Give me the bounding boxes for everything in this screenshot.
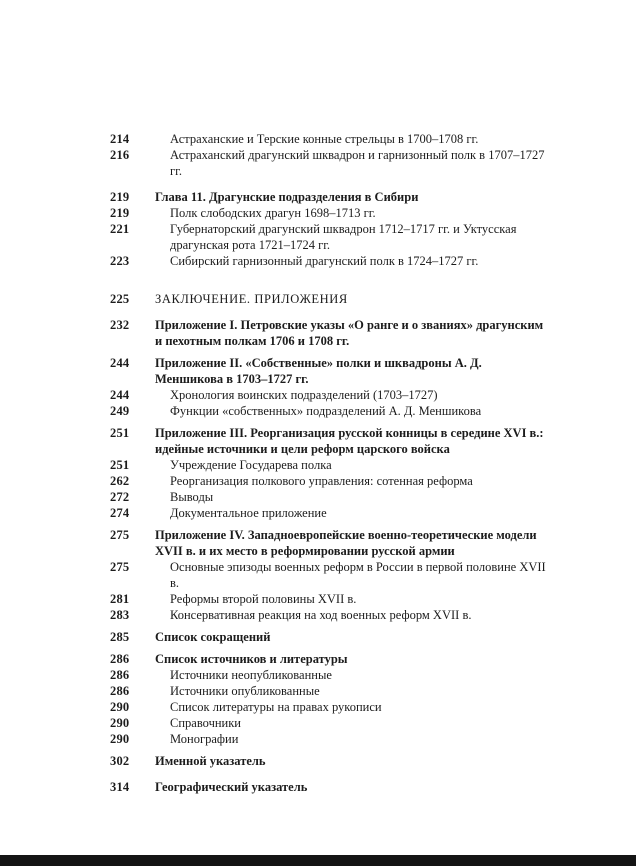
toc-page-number: 290 [110, 732, 130, 746]
toc-entry [110, 527, 552, 559]
toc-entry [110, 317, 552, 349]
toc-entry-title: Документальное приложение [170, 506, 327, 520]
toc-entry-title: Учреждение Государева полка [170, 458, 332, 472]
toc-entry [110, 607, 552, 623]
toc-page-number: 232 [110, 318, 130, 332]
toc-page-number: 223 [110, 254, 130, 268]
toc-page-number: 219 [110, 206, 130, 220]
toc-page-number: 290 [110, 716, 130, 730]
toc-entry [110, 473, 552, 489]
toc-entry [110, 355, 552, 387]
toc-page-number: 286 [110, 652, 130, 666]
toc-page-number: 275 [110, 560, 130, 574]
toc-entry-title: ЗАКЛЮЧЕНИЕ. ПРИЛОЖЕНИЯ [155, 292, 348, 306]
toc-entry-title: Губернаторский драгунский шквадрон 1712–1717 гг. и Уктусская драгунская рота 1721–1724 гг. [170, 222, 517, 252]
toc-page-number: 244 [110, 356, 130, 370]
toc-entry [110, 629, 552, 645]
toc-entry [110, 147, 552, 179]
toc-page-number: 262 [110, 474, 130, 488]
toc-entry-title: Глава 11. Драгунские подразделения в Сибири [155, 190, 419, 204]
toc-entry-title: Справочники [170, 716, 241, 730]
toc-entry-title: Астраханский драгунский шквадрон и гарнизонный полк в 1707–1727 гг. [170, 148, 545, 178]
toc-entry-title: Источники опубликованные [170, 684, 320, 698]
toc-entry [110, 699, 552, 715]
toc-page-number: 216 [110, 148, 130, 162]
toc-page-number: 286 [110, 668, 130, 682]
toc-page-number: 251 [110, 458, 130, 472]
toc-entry [110, 779, 552, 795]
toc-entry [110, 425, 552, 457]
toc-entry-title: Монографии [170, 732, 239, 746]
toc-entry [110, 591, 552, 607]
toc-entry-title: Реформы второй половины XVII в. [170, 592, 357, 606]
toc-page-number: 272 [110, 490, 130, 504]
toc-page-number: 285 [110, 630, 130, 644]
toc-entry [110, 403, 552, 419]
toc-entry-title: Список литературы на правах рукописи [170, 700, 382, 714]
toc-entry-title: Приложение II. «Собственные» полки и шквадроны А. Д. Меншикова в 1703–1727 гг. [155, 356, 482, 386]
toc-page-number: 244 [110, 388, 130, 402]
toc-entry [110, 205, 552, 221]
bottom-bar [0, 855, 636, 866]
toc-page-number: 290 [110, 700, 130, 714]
toc-page-number: 274 [110, 506, 130, 520]
toc-entry-title: Приложение III. Реорганизация русской конницы в середине XVI в.: идейные источники и цели реформ царского войска [155, 426, 544, 456]
toc-entry [110, 505, 552, 521]
toc-entry [110, 291, 552, 307]
toc-entry-title: Реорганизация полкового управления: сотенная реформа [170, 474, 473, 488]
toc-entry [110, 221, 552, 253]
toc-entry-title: Консервативная реакция на ход военных реформ XVII в. [170, 608, 472, 622]
toc-entry-title: Функции «собственных» подразделений А. Д. Меншикова [170, 404, 482, 418]
toc-entry-title: Приложение I. Петровские указы «О ранге и о званиях» драгунским и пехотным полкам 1706 и 1708 гг. [155, 318, 544, 348]
toc-page-number: 275 [110, 528, 130, 542]
toc-page-number: 249 [110, 404, 130, 418]
toc-entry-title: Сибирский гарнизонный драгунский полк в 1724–1727 гг. [170, 254, 479, 268]
toc-entry-title: Хронология воинских подразделений (1703–1727) [170, 388, 438, 402]
toc-entry [110, 457, 552, 473]
toc-entry [110, 131, 552, 147]
toc-page-number: 302 [110, 754, 130, 768]
toc-entry-title: Полк слободских драгун 1698–1713 гг. [170, 206, 376, 220]
toc-page-number: 221 [110, 222, 130, 236]
toc-page-number: 225 [110, 292, 130, 306]
toc-entry-title: Астраханские и Терские конные стрельцы в 1700–1708 гг. [170, 132, 479, 146]
toc-entry [110, 253, 552, 269]
toc-entry [110, 753, 552, 769]
toc-entry-title: Приложение IV. Западноевропейские военно-теоретические модели XVII в. и их место в реформировании русской армии [155, 528, 537, 558]
toc-entry-title: Список источников и литературы [155, 652, 348, 666]
toc-entry-title: Источники неопубликованные [170, 668, 332, 682]
toc-entry [110, 715, 552, 731]
toc-entry-title: Основные эпизоды военных реформ в России в первой половине XVII в. [170, 560, 546, 590]
toc-page-number: 281 [110, 592, 130, 606]
toc-entry [110, 683, 552, 699]
toc-entry [110, 489, 552, 505]
toc-entry [110, 651, 552, 667]
toc-entry-title: Список сокращений [155, 630, 271, 644]
toc-page-number: 314 [110, 780, 130, 794]
toc-page-number: 219 [110, 190, 130, 204]
toc-list [110, 131, 552, 795]
toc-entry [110, 387, 552, 403]
toc-entry [110, 559, 552, 591]
toc-page-number: 283 [110, 608, 130, 622]
toc-entry-title: Выводы [170, 490, 214, 504]
toc-page-number: 251 [110, 426, 130, 440]
toc-entry-title: Именной указатель [155, 754, 266, 768]
toc-entry-title: Географический указатель [155, 780, 308, 794]
toc-page-number: 286 [110, 684, 130, 698]
toc-entry [110, 189, 552, 205]
toc-entry [110, 667, 552, 683]
toc-entry [110, 731, 552, 747]
toc-page-number: 214 [110, 132, 130, 146]
